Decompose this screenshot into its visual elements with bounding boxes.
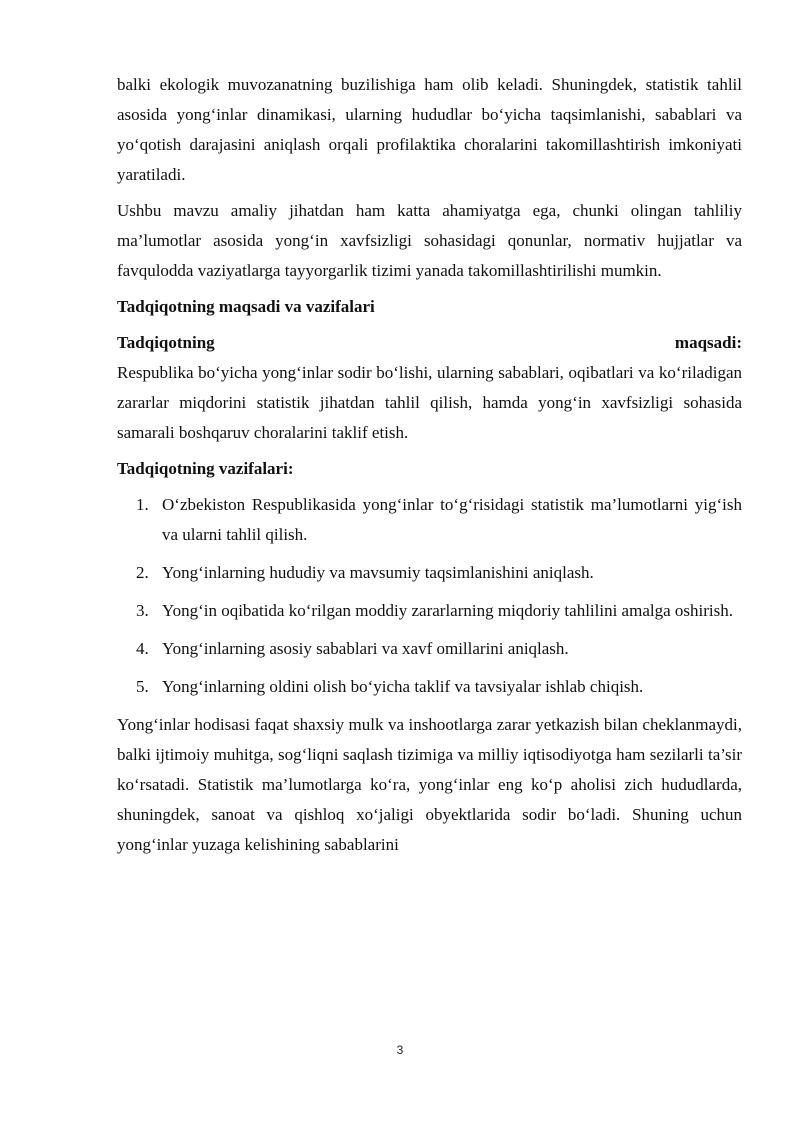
list-item-text: Yong‘in oqibatida ko‘rilgan moddiy zararlarning miqdoriy tahlilini amalga oshirish. bbox=[162, 601, 733, 620]
section-heading: Tadqiqotning maqsadi va vazifalari bbox=[117, 297, 375, 316]
list-item-number: 2. bbox=[136, 563, 149, 582]
list-item-text: Yong‘inlarning hududiy va mavsumiy taqsimlanishini aniqlash. bbox=[162, 563, 594, 582]
list-item-number: 3. bbox=[136, 601, 149, 620]
paragraph-3: Yong‘inlar hodisasi faqat shaxsiy mulk va inshootlarga zarar yetkazish bilan cheklanmaydi, balki ijtimoiy muhitga, sog‘liqni saqlash tizimiga va milliy iqtisodiyotga ham sezilarli ta’sir ko‘rsatadi. Statistik ma’lumotlarga ko‘ra, yong‘inlar eng ko‘p aholisi zich hududlarda, shuningdek, sanoat va qishloq xo‘jaligi obyektlarida sodir bo‘ladi. Shuning uchun yong‘inlar yuzaga kelishining sabablarini bbox=[117, 715, 742, 854]
goal-label-left: Tadqiqotning bbox=[117, 333, 215, 352]
list-item-number: 1. bbox=[136, 495, 149, 514]
page-number: 3 bbox=[396, 1043, 404, 1057]
list-item-number: 5. bbox=[136, 677, 149, 696]
tasks-heading: Tadqiqotning vazifalari: bbox=[117, 459, 294, 478]
list-item bbox=[117, 490, 742, 550]
list-item-number: 4. bbox=[136, 639, 149, 658]
tasks-list bbox=[117, 490, 742, 702]
goal-text: Respublika bo‘yicha yong‘inlar sodir bo‘lishi, ularning sabablari, oqibatlari va ko‘riladigan zararlar miqdorini statistik jihatdan tahlil qilish, hamda yong‘in xavfsizligi sohasida samarali boshqaruv choralarini taklif etish. bbox=[117, 363, 742, 442]
list-item bbox=[117, 558, 742, 588]
paragraph-1: balki ekologik muvozanatning buzilishiga ham olib keladi. Shuningdek, statistik tahlil asosida yong‘inlar dinamikasi, ularning hududlar bo‘yicha taqsimlanishi, sabablari va yo‘qotish darajasini aniqlash orqali profilaktika choralarini takomillashtirish imkoniyati yaratiladi. bbox=[117, 75, 742, 184]
list-item bbox=[117, 672, 742, 702]
list-item-text: Yong‘inlarning oldini olish bo‘yicha taklif va tavsiyalar ishlab chiqish. bbox=[162, 677, 644, 696]
list-item bbox=[117, 634, 742, 664]
goal-label-right: maqsadi: bbox=[674, 333, 742, 352]
paragraph-2: Ushbu mavzu amaliy jihatdan ham katta ahamiyatga ega, chunki olingan tahliliy ma’lumotlar asosida yong‘in xavfsizligi sohasidagi qonunlar, normativ hujjatlar va favqulodda vaziyatlarga tayyorgarlik tizimi yanada takomillashtirilishi mumkin. bbox=[117, 201, 742, 280]
list-item bbox=[117, 596, 742, 626]
goal-label bbox=[117, 328, 742, 358]
page-body bbox=[117, 70, 742, 866]
list-item-text: Yong‘inlarning asosiy sabablari va xavf omillarini aniqlash. bbox=[162, 639, 569, 658]
list-item-text: O‘zbekiston Respublikasida yong‘inlar to‘g‘risidagi statistik ma’lumotlarni yig‘ish va ularni tahlil qilish. bbox=[162, 495, 742, 544]
